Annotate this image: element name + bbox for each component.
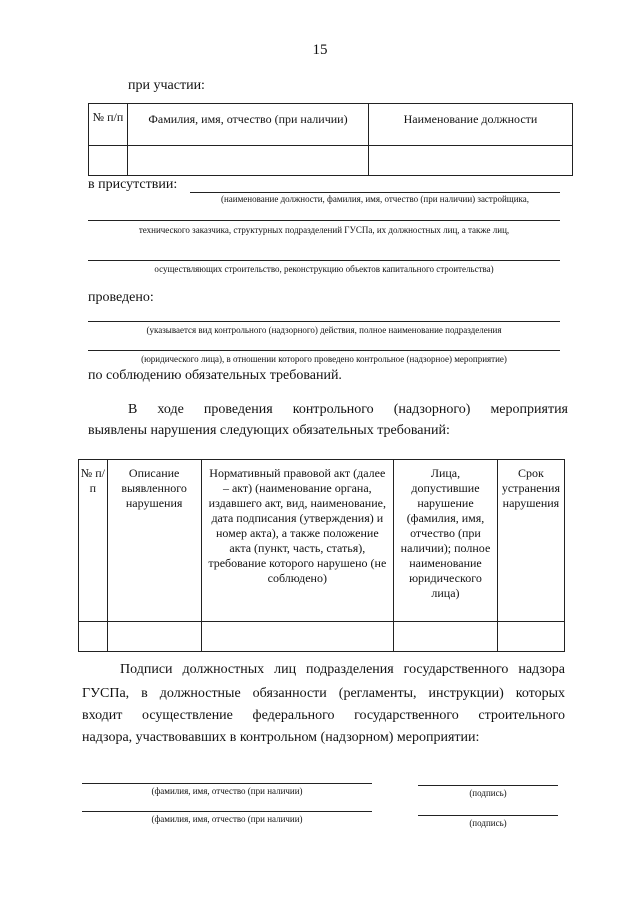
name-caption: (фамилия, имя, отчество (при наличии)	[151, 814, 303, 824]
participants-table	[88, 103, 573, 176]
table-cell	[369, 146, 573, 176]
signatures-paragraph-line2: ГУСПа, в должностные обязанности (регламенты, инструкции) которых	[82, 686, 565, 701]
underline	[190, 192, 560, 193]
presence-label: в присутствии:	[88, 177, 178, 192]
signatures-paragraph-line4: надзора, участвовавших в контрольном (надзорном) мероприятии:	[82, 730, 480, 745]
violations-col-number: № п/п	[79, 460, 108, 622]
violations-intro-line1: В ходе проведения контрольного (надзорного) мероприятия	[128, 402, 568, 417]
underline	[88, 260, 560, 261]
underline	[88, 350, 560, 351]
signature-line	[418, 815, 558, 816]
page-number: 15	[312, 42, 328, 58]
table-cell	[497, 622, 564, 652]
signature-caption: (подпись)	[469, 788, 507, 798]
conducted-caption-1: (указывается вид контрольного (надзорного) действия, полное наименование подразделения	[146, 325, 502, 335]
signatures-paragraph-line3: входит осуществление федерального государственного строительного	[82, 708, 565, 723]
violations-table	[78, 459, 565, 652]
col-position-header: Наименование должности	[369, 104, 573, 146]
participation-label: при участии:	[128, 78, 205, 93]
violations-col-persons: Лица, допустившие нарушение (фамилия, имя, отчество (при наличии); полное наименование юридического лица)	[394, 460, 498, 622]
violations-col-deadline: Срок устранения нарушения	[497, 460, 564, 622]
violations-col-legal-act: Нормативный правовой акт (далее – акт) (наименование органа, издавшего акт, вид, наименование, дата подписания (утверждения) и номер акта), а также положение акта (пункт, часть, статья), требование которого нарушено (не соблюдено)	[201, 460, 394, 622]
presence-caption-3: осуществляющих строительство, реконструкцию объектов капитального строительства)	[154, 264, 494, 274]
signature-line	[418, 785, 558, 786]
violations-col-description: Описание выявленного нарушения	[107, 460, 201, 622]
conducted-after-text: по соблюдению обязательных требований.	[88, 368, 342, 383]
underline	[88, 321, 560, 322]
table-cell	[89, 146, 128, 176]
table-cell	[128, 146, 369, 176]
presence-caption-1: (наименование должности, фамилия, имя, отчество (при наличии) застройщика,	[220, 194, 530, 204]
signature-caption: (подпись)	[469, 818, 507, 828]
table-cell	[394, 622, 498, 652]
col-number-header: № п/п	[89, 104, 128, 146]
name-line	[82, 783, 372, 784]
presence-caption-2: технического заказчика, структурных подразделений ГУСПа, их должностных лиц, а также лиц,	[138, 225, 510, 235]
name-line	[82, 811, 372, 812]
signatures-paragraph-line1: Подписи должностных лиц подразделения государственного надзора	[120, 662, 565, 677]
table-cell	[107, 622, 201, 652]
col-fullname-header: Фамилия, имя, отчество (при наличии)	[128, 104, 369, 146]
violations-intro-line2: выявлены нарушения следующих обязательных требований:	[88, 423, 450, 438]
underline	[88, 220, 560, 221]
conducted-caption-2: (юридического лица), в отношении которого проведено контрольное (надзорное) мероприятие)	[141, 354, 507, 364]
conducted-label: проведено:	[88, 290, 154, 305]
table-cell	[79, 622, 108, 652]
name-caption: (фамилия, имя, отчество (при наличии)	[151, 786, 303, 796]
table-cell	[201, 622, 394, 652]
